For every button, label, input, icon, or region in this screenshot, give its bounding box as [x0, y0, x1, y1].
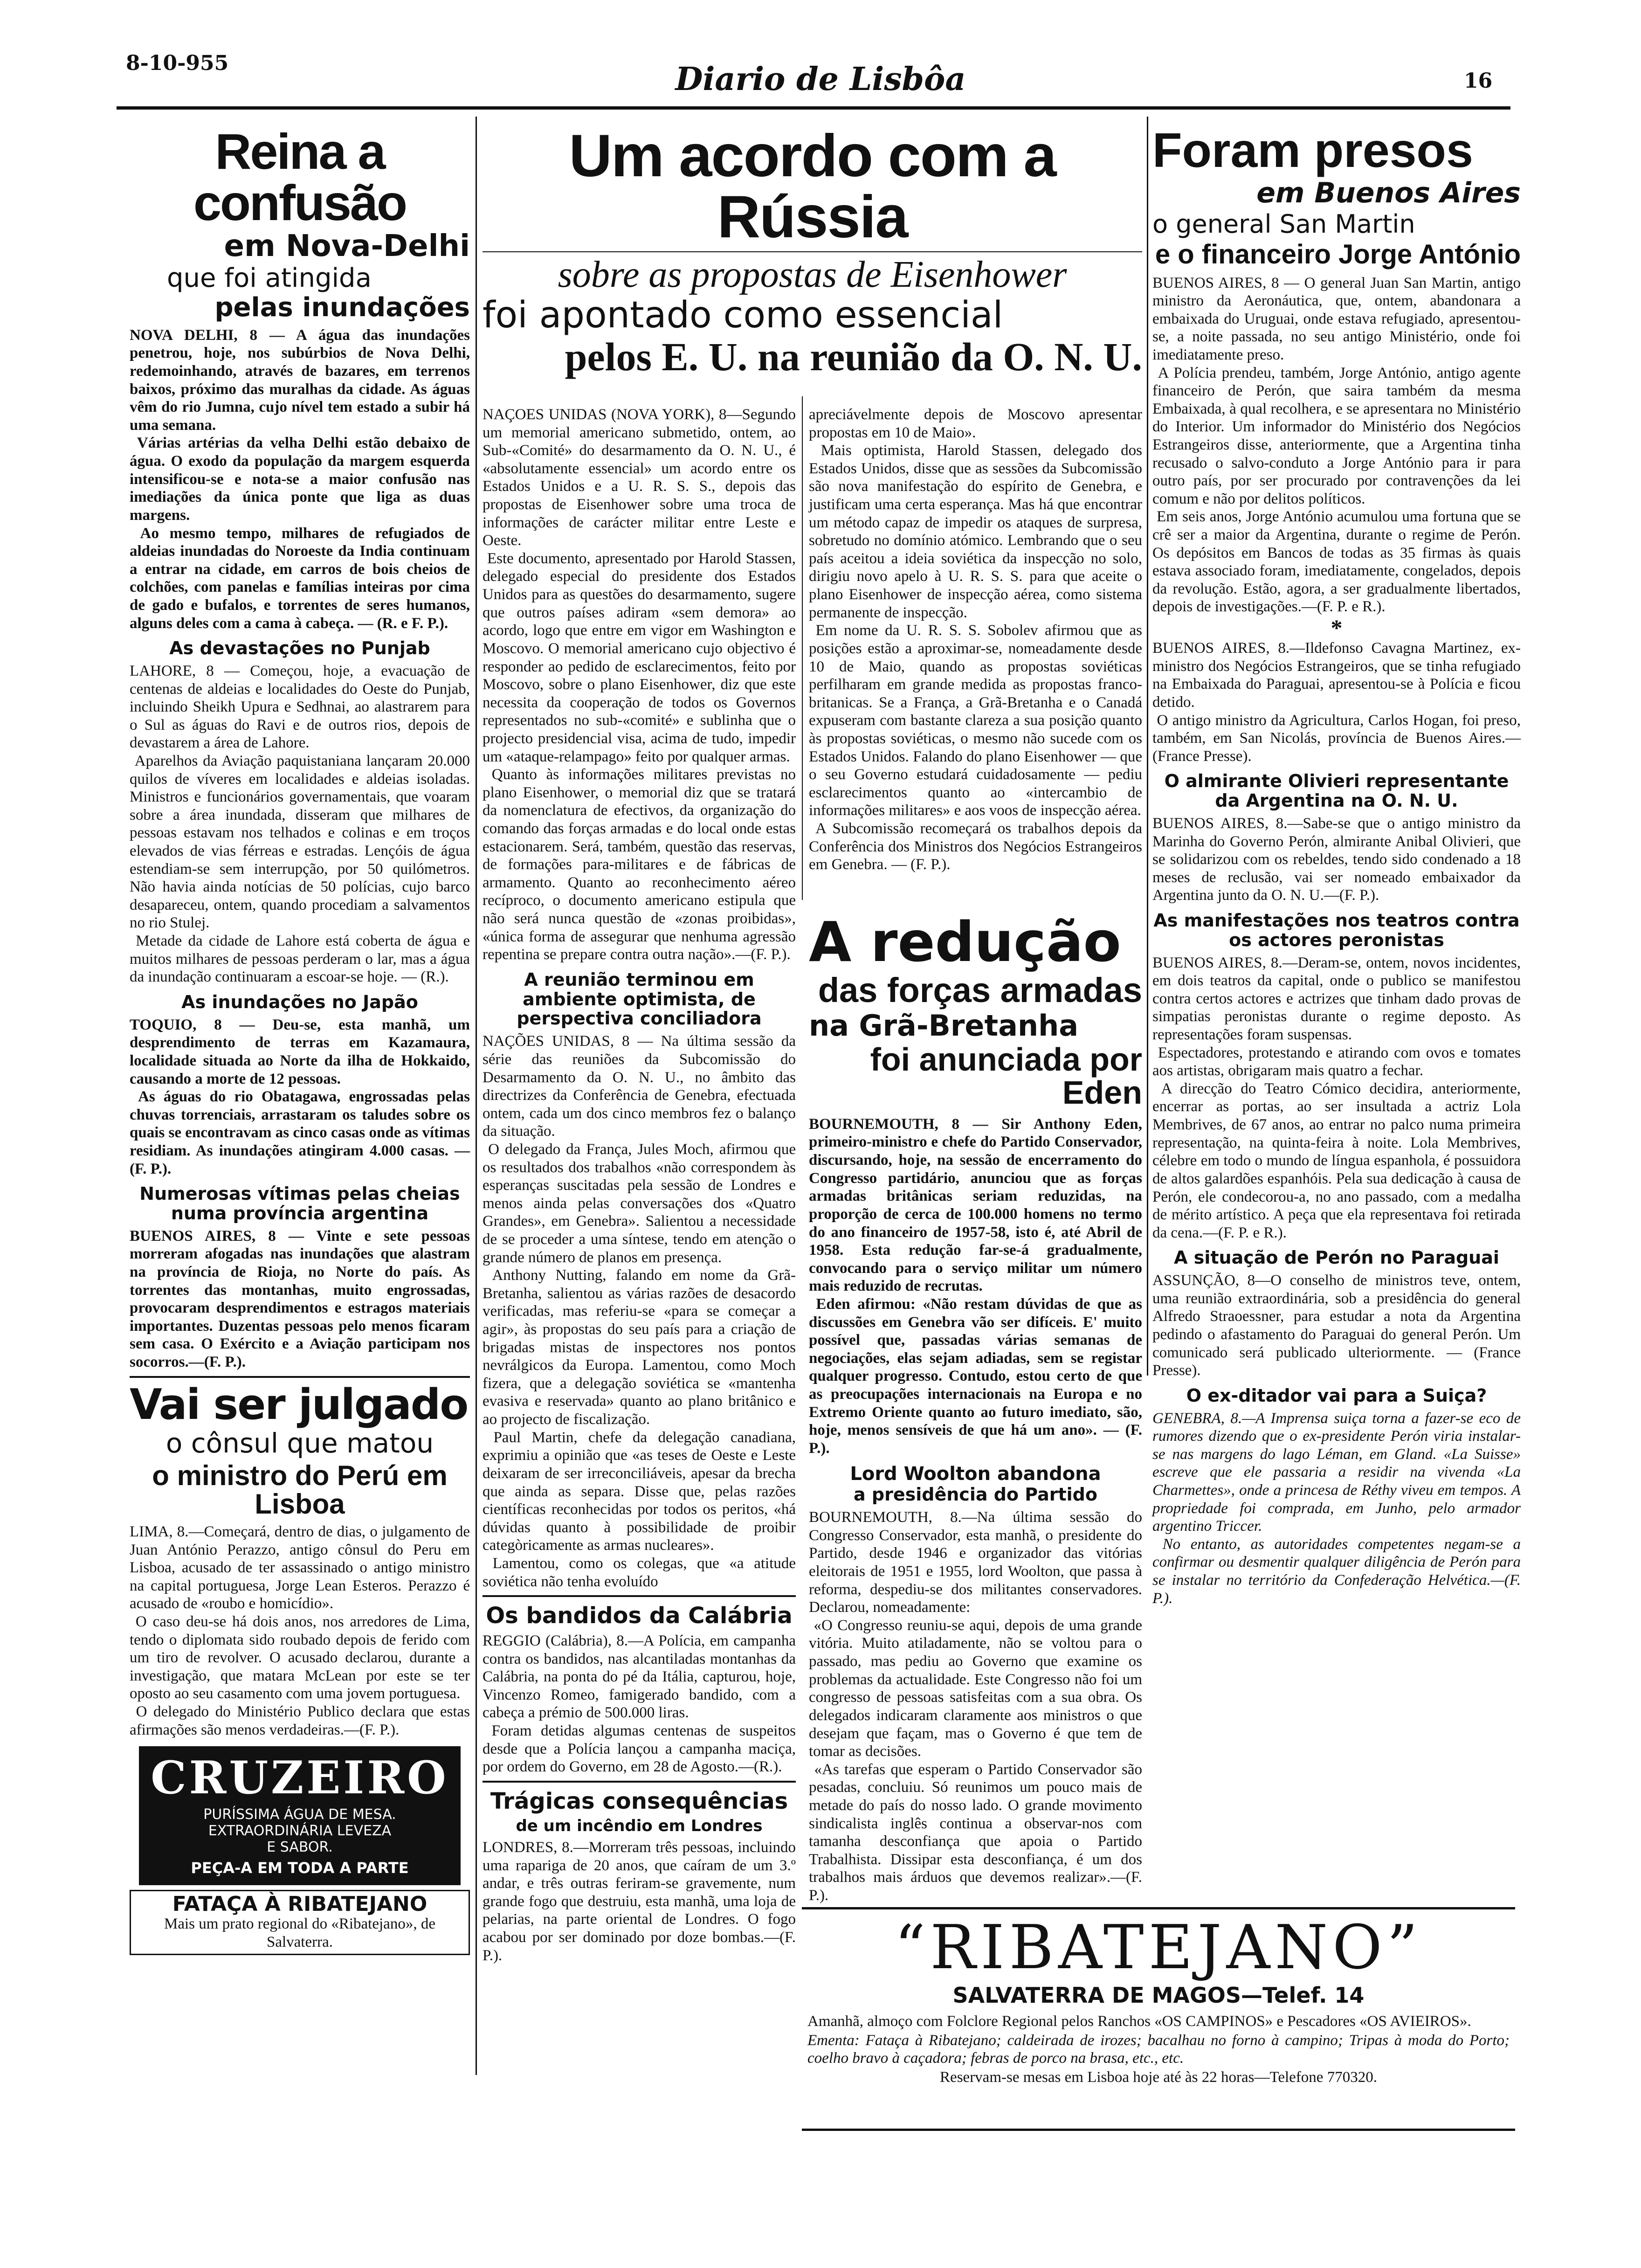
story-argentina-floods: [130, 1183, 474, 1371]
divider: [130, 1376, 470, 1378]
article-body: BUENOS AIRES, 8.—Sabe-se que o antigo ministro da Marinha do Governo Perón, almirante Anibal Olivieri, que se solidarizou com os rebeldes, tendo sido condenado a 18 meses de reclusão, vai ser nomeado embaixador da Argentina junto da O. N. U.—(F. P.).: [1152, 815, 1525, 904]
article-body: NAÇÕES UNIDAS, 8 — Na última sessão da série das reuniões da Subcomissão do Desarmamento da O. N. U., no âmbito das directrizes da Conferência de Genebra, efectuada ontem, cada um dos cinco membros fez o balanço da situação. O delegado da França, Jules Moch, afirmou que os resultados dos trabalhos «não correspondem às esperanças suscitadas pela sessão de Londres e menos ainda pelas conversações dos «Quatro Grandes», em Genebra». Salientou a necessidade de se proceder a uma síntese, tendo em atenção o grande número de planos em presença. Anthony Nutting, falando em nome da Grã-Bretanha, salientou as várias razões de desacordo verificadas, mas referiu-se «para se começar a agir», às propostas do seu país para a criação de brigadas mistas de inspectores nos pontos nevrálgicos da Europa. Lamentou, como Moch fizera, que a delegação soviética se «mantenha evasiva e reservada» quanto ao plano britânico e ao projecto de fiscalização. Paul Martin, chefe da delegação canadiana, exprimiu a opinião que «as teses de Oeste e Leste deixaram de ser irreconciliáveis, apesar da brecha que ainda as separa. Disse que, pelas razões científicas reconhecidas por todos os peritos, «há dúvidas quanto à possibilidade de proibir categòricamente as armas nucleares». Lamentou, como os colegas, que «a atitude soviética não tenha evoluído: [483, 1033, 796, 1590]
header-rule: [117, 106, 1510, 110]
headline: Foram presos: [1152, 124, 1473, 178]
article-body: GENEBRA, 8.—A Imprensa suiça torna a fazer-se eco de rumores dizendo que o ex-presidente Perón viria instalar-se nas margens do lago Léman, em Gland. «La Suisse» escreve que ele passaria a residir na vivenda «La Charmettes», onde a princesa de Réthy viveu em tempos. A propriedade foi comprada, em Junho, pelo armador argentino Triccer. No entanto, as autoridades competentes negam-se a confirmar ou desmentir qualquer diligência de Perón para se instalar no território da Confederação Helvética.—(F. P.).: [1152, 1410, 1521, 1607]
story-nova-delhi: [130, 123, 470, 632]
headline-sub: o general San Martin: [1152, 209, 1415, 239]
headline-sub: e o financeiro Jorge António: [1155, 239, 1521, 270]
story-reducao: [809, 910, 1142, 1904]
story-heading: Trágicas consequências: [490, 1788, 788, 1814]
column-rule-2: [1147, 117, 1148, 1376]
ad-line: Ementa: Fataça à Ribatejano; caldeirada de irozes; bacalhau no forno à campino; Tripas à moda do Porto; coelho bravo à caçadora; febras de porco na brasa, etc., etc.: [807, 2032, 1514, 2067]
page-number: 16: [1464, 69, 1493, 93]
article-body: NOVA DELHI, 8 — A água das inundações penetrou, hoje, nos subúrbios de Nova Delhi, redemoinhando, através de bazares, em terrenos baixos, próximo das muralhas da cidade. As águas vêm do rio Jumna, cujo nível tem estado a subir há uma semana. Várias artérias da velha Delhi estão debaixo de água. O exodo da população da margem esquerda intensificou-se e nota-se a maior confusão nas imediações da única ponte que liga as duas margens. Ao mesmo tempo, milhares de refugiados de aldeias inundadas do Noroeste da India continuam a entrar na cidade, em carros de bois cheios de colchões, com panelas e famílias inteiras por cima de gado e bufalos, e torrentes de seres humanos, alguns deles com a cama à cabeça. — (R. e F. P.).: [130, 326, 470, 632]
article-body: LIMA, 8.—Começará, dentro de dias, o julgamento de Juan António Perazzo, antigo cônsul do Peru em Lisboa, acusado de ter assassinado o antigo ministro na capital portuguesa, Jorge Lean Esteros. Perazzo é acusado de «roubo e homicídio». O caso deu-se há dois anos, nos arredores de Lima, tendo o diplomata sido roubado depois de ferido com um tiro de revolver. O acusado declarou, durante a investigação, que matara McLean por este se ter oposto ao seu casamento com uma jovem portuguesa. O delegado do Ministério Publico declara que estas afirmações são menos verdadeiras.—(F. P.).: [130, 1523, 470, 1738]
divider: [483, 1595, 796, 1597]
story-punjab: [130, 639, 470, 986]
story-heading: O almirante Olivieri representante da Argentina na O. N. U.: [1164, 771, 1509, 811]
story-heading: Numerosas vítimas pelas cheias numa província argentina: [139, 1183, 460, 1224]
story-subheading: a presidência do Partido: [854, 1484, 1097, 1505]
separator-star: *: [1331, 615, 1343, 641]
article-body: LONDRES, 8.—Morreram três pessoas, incluindo uma rapariga de 20 anos, que caíram de um 3.º andar, e três outras feriram-se gravemente, num grande fogo que destruiu, esta manhã, uma loja de pelarias, na parte oriental de Londres. O fogo acabou por ser dominado por doze bombas.—(F. P.).: [483, 1839, 800, 1964]
ad-line: PURÍSSIMA ÁGUA DE MESA.: [203, 1806, 396, 1823]
ad-subtitle: SALVATERRA DE MAGOS—Telef. 14: [952, 1983, 1365, 2008]
story-heading: Os bandidos da Calábria: [486, 1603, 793, 1629]
headline-sub: sobre as propostas de Eisenhower: [558, 254, 1067, 296]
article-body: apreciávelmente depois de Moscovo apresentar propostas em 10 de Maio». Mais optimista, Harold Stassen, delegado dos Estados Unidos, disse que as sessões da Subcomissão são nova manifestação do espírito de Genebra, e justificam uma certa esperança. Mas há que encontrar um método capaz de impedir os ataques de surpresa, sobretudo no domínio atómico. Lembrando que o seu país aceitou a ideia soviética da inspecção no solo, dirigiu novo apelo à U. R. S. S. para que aceite o plano Eisenhower de inspecção aérea, como sistema permanente de inspecção. Em nome da U. R. S. S. Sobolev afirmou que as posições estão a aproximar-se, nomeadamente desde 10 de Maio, quando as propostas soviéticas perfilharam em grande medida as propostas franco-britanicas. Se a França, a Grã-Bretanha e o Canadá expuseram com bastante clareza a sua posição quanto às propostas soviéticas, o mesmo não sucede com os Estados Unidos. Falando do plano Eisenhower — que o seu Governo estudará cuidadosamente — pediu esclarecimentos quanto ao «intercambio de informações militares» e aos voos de inspecção aérea. A Subcomissão recomeçará os trabalhos depois da Conferência dos Ministros dos Negócios Estrangeiros em Genebra. — (F. P.).: [809, 406, 1143, 873]
headline-sub: pelos E. U. na reunião da O. N. U.: [565, 334, 1142, 380]
ad-line: Reservam-se mesas em Lisboa hoje até às 22 horas—Telefone 770320.: [940, 2068, 1377, 2086]
story-heading: A reunião terminou em ambiente optimista, de perspectiva conciliadora: [517, 969, 762, 1029]
headline: Reina a confusão: [193, 123, 407, 231]
headline-sub: na Grã-Bretanha: [809, 1008, 1079, 1043]
article-body: BOURNEMOUTH, 8.—Na última sessão do Congresso Conservador, esta manhã, o presidente do Partido, desde 1946 e organizador das vitórias eleitorais de 1951 e 1955, lord Woolton, que passa à reforma, despediu-se dos militantes conservadores. Declarou, nomeadamente: «O Congresso reuniu-se aqui, depois de uma grande vitória. Muito atiladamente, não se voltou para o passado, mas pediu ao Governo que examine os problemas da actualidade. Este Congresso não foi um congresso de pessoas satisfeitas com a sua obra. Os delegados indicaram claramente aos ministros o que desejam que façam, mas o Governo é que tem de tomar as decisões. «As tarefas que esperam o Partido Conservador são pesadas, concluiu. Só reunimos um pouco mais de metade do país do nosso lado. O grande movimento sindicalista inglês continua a observar-nos com tamanha desconfiança que apoia o Partido Trabalhista. Dissipar esta desconfiança, é um dos trabalhos mais árduos que devemos realizar».—(F. P.).: [809, 1509, 1142, 1904]
ad-ribatejano: [802, 1907, 1515, 2131]
ad-line: Amanhã, almoço com Folclore Regional pelos Ranchos «OS CAMPINOS» e Pescadores «OS AVIEIROS».: [807, 2013, 1471, 2030]
article-body: REGGIO (Calábria), 8.—A Polícia, em campanha contra os bandidos, nas alcantiladas montanhas da Calábria, na ponta do pé da Itália, capturou, hoje, Vincenzo Romeo, famigerado bandido, com a cabeça a prémio de 500.000 liras. Foram detidas algumas centenas de suspeitos desde que a Polícia lançou a campanha maciça, por ordem do Governo, em 28 de Agosto.—(R.).: [483, 1632, 796, 1776]
issue-date: 8-10-955: [126, 51, 229, 75]
story-heading: As inundações no Japão: [181, 991, 418, 1012]
ad-title: CRUZEIRO: [151, 1751, 449, 1805]
headline-sub: das forças armadas: [818, 971, 1142, 1010]
article-col-b: [809, 406, 1142, 900]
ad-line: E SABOR.: [267, 1839, 333, 1856]
article-body: BUENOS AIRES, 8 — O general Juan San Martin, antigo ministro da Aeronáutica, que, ontem, abandonara a embaixada do Uruguai, onde estava refugiado, apresentou-se, a noite passada, no seu antigo Ministério, onde foi imediatamente preso. A Polícia prendeu, também, Jorge António, antigo agente financeiro de Perón, que saira também da mesma Embaixada, à qual recolhera, e se apresentara no Ministério do Interior. Um informador do Ministério dos Negócios Estrangeiros disse, anteriormente, que a Argentina tinha recusado o salvo-conduto a Jorge António para ir para outro país, por ser procurado por contravenções da lei comum e não por delitos políticos. Em seis anos, Jorge António acumulou uma fortuna que se crê ser a maior da Argentina, durante o regime de Perón. Os depósitos em Bancos de todas as 35 firmas às quais estava associado foram, imediatamente, congelados, depois da revolução. Estão, agora, a ser gradualmente libertados, depois de investigações.—(F. P. e R.).: [1152, 274, 1521, 615]
box-fataca: [130, 1890, 470, 1955]
article-body: LAHORE, 8 — Começou, hoje, a evacuação de centenas de aldeias e localidades do Oeste do Punjab, incluindo Sheikh Upura e Sedhnai, ao alastrarem para o Sul as águas do Ravi e de outros rios, depois de devastarem a área de Lahore. Aparelhos da Aviação paquistaniana lançaram 20.000 quilos de víveres em localidades e aldeias isoladas. Ministros e funcionários governamentais, que voaram sobre a área inundada, disseram que milhares de pessoas estavam nos telhados e colinas e em troços elevados de vias férreas e estradas. Lençóis de água estendiam-se sem interrupção, por 50 quilómetros. Não havia ainda notícias de 50 polícias, cujo barco desapareceu, ontem, quando procediam a salvamentos no rio Stulej. Metade da cidade de Lahore está coberta de água e muitos milhares de pessoas perderam o lar, mas a água da inundação continuaram a escoar-se hoje. — (R.).: [130, 662, 470, 986]
divider: [483, 1781, 796, 1783]
headline: A redução: [809, 910, 1121, 974]
article-body: TOQUIO, 8 — Deu-se, esta manhã, um desprendimento de terras em Kazamaura, localidade situada ao Norte da ilha de Hokkaido, causando a morte de 12 pessoas. As águas do rio Obatagawa, engrossadas pelas chuvas torrenciais, arrastaram os taludes sobre os quais se encontravam as cinco casas onde as vítimas residiam. As inundações atingiram 4.000 casas. — (F. P.).: [130, 1016, 470, 1177]
article-body: BUENOS AIRES, 8.—Ildefonso Cavagna Martinez, ex-ministro dos Negócios Estrangeiros, que se tinha refugiado na Embaixada do Paraguai, apresentou-se à Polícia e ficou detido. O antigo ministro da Agricultura, Carlos Hogan, foi preso, também, em San Nicolás, província de Buenos Aires.—(France Presse).: [1152, 640, 1521, 765]
headline-sub: o cônsul que matou: [165, 1427, 434, 1459]
ad-title: “RIBATEJANO”: [894, 1912, 1423, 1983]
article-body: ASSUNÇÃO, 8—O conselho de ministros teve, ontem, uma reunião extraordinária, sob a presidência do general Alfredo Straoessner, para estudar a nota da Argentina pedindo o afastamento do Paraguai do general Perón. Um comunicado será publicado ulteriormente. — (France Presse).: [1152, 1272, 1525, 1379]
article-col-a: [483, 406, 800, 2159]
headline-sub: em Buenos Aires: [1256, 177, 1521, 210]
ad-line: PEÇA-A EM TODA A PARTE: [191, 1859, 409, 1877]
story-heading: A situação de Perón no Paraguai: [1174, 1247, 1499, 1268]
box-body: Mais um prato regional do «Ribatejano», de Salvaterra.: [164, 1915, 440, 1950]
headline-sub: o ministro do Perú em Lisboa: [152, 1459, 448, 1520]
story-consul: [130, 1380, 470, 1739]
divider: [483, 251, 1142, 252]
story-subheading: de um incêndio em Londres: [516, 1816, 763, 1835]
column-left: [130, 123, 474, 2150]
article-body: BOURNEMOUTH, 8 — Sir Anthony Eden, primeiro-ministro e chefe do Partido Conservador, discursando, hoje, na sessão de encerramento do Congresso partidário, anunciou que as forças armadas britânicas seriam reduzidas, na proporção de cerca de 100.000 homens no termo do ano financeiro de 1957-58, isto é, até Abril de 1958. Esta redução far-se-á gradualmente, convocando para o serviço militar um número mais reduzido de recrutas. Eden afirmou: «Não restam dúvidas de que as discussões em Genebra vão ser difíceis. E' muito possível que, passadas várias semanas de negociações, elas sejam adiadas, sem se registar qualquer progresso. Contudo, estou certo de que as preocupações internacionais na Europa e no Extremo Oriente quanto ao futuro imediato, são, hoje, menos sensíveis de que há um ano». — (F. P.).: [809, 1115, 1142, 1457]
story-heading: Lord Woolton abandona: [850, 1463, 1101, 1485]
article-body: BUENOS AIRES, 8.—Deram-se, ontem, novos incidentes, em dois teatros da capital, onde o publico se manifestou contra certos actores e actrizes que tinham dado provas de simpatias peronistas durante o regime deposto. As representações foram suspensas. Espectadores, protestando e atirando com ovos e tomates aos artistas, obrigaram mais quatro a fechar. A direcção do Teatro Cómico decidira, anteriormente, encerrar as portas, ao ser insultada a actriz Lola Membrives, de 67 anos, ao entrar no palco numa primeira representação, na quinta-feira à noite. Lola Membrives, célebre em todo o mundo de língua espanhola, é possuidora de altos galardões espanhóis. Pela sua dedicação à causa de Perón, ele condecorou-a, no ano passado, com a medalha de mérito artístico. A peça que ela representava foi retirada da cena.—(F. P. e R.).: [1152, 954, 1521, 1241]
story-heading: O ex-ditador vai para a Suiça?: [1186, 1385, 1487, 1406]
column-rule-1: [476, 117, 477, 2075]
box-title: FATAÇA À RIBATEJANO: [172, 1892, 427, 1916]
headline-sub: foi apontado como essencial: [483, 294, 1003, 336]
column-right: [1152, 124, 1525, 1786]
article-body: BUENOS AIRES, 8 — Vinte e sete pessoas morreram afogadas nas inundações que alastram na província de Rioja, no Norte do país. As torrentes das montanhas, muito engrossadas, provocaram desprendimentos e estragos materiais importantes. Duzentas pessoas pelo menos ficaram sem casa. O Exército e a Aviação participam nos socorros.—(F. P.).: [130, 1227, 474, 1371]
ad-line: EXTRAORDINÁRIA LEVEZA: [208, 1823, 392, 1839]
headline-sub: foi anunciada por Eden: [870, 1041, 1142, 1111]
ad-cruzeiro: [139, 1746, 461, 1885]
story-japao: [130, 993, 470, 1178]
headline: Um acordo com a Rússia: [569, 123, 1056, 250]
article-body: NAÇOES UNIDAS (NOVA YORK), 8—Segundo um memorial americano submetido, ontem, ao Sub-«Comité» do desarmamento da O. N. U., é «absolutamente essencial» um acordo entre os Estados Unidos e a U. R. S. S., depois das propostas de Eisenhower sobre uma troca de informações de carácter militar entre Leste e Oeste. Este documento, apresentado por Harold Stassen, delegado especial do presidente dos Estados Unidos para as questões do desarmamento, sugere que outros países adiram «sem demora» ao acordo, logo que entre em vigor em Washington e Moscovo. O memorial americano cujo objectivo é responder ao pedido de esclarecimentos, feito por Moscovo, sobre o plano Eisenhower, diz que este necessita da cooperação de todos os Governos representados no sub-«comité» e sublinha que o projecto presidencial visa, acima de tudo, impedir um «ataque-relampago» feito por qualquer armas. Quanto às informações militares previstas no plano Eisenhower, o memorial diz que se tratará da nomenclatura de efectivos, da organização do comando das forças armadas e do local onde estas estacionarem. Será, também, questão das reservas, de formações para-militares e de fábricas de armamento. Quanto ao reconhecimento aéreo recíproco, o documento americano estipula que não será nunca questão de «zonas proibidas», «única forma de assegurar que nenhuma agressão repentina se prepare contra outra nação».—(F. P.).: [483, 406, 796, 963]
headline-sub: em Nova-Delhi: [224, 229, 470, 264]
masthead: Diario de Lisbôa: [675, 61, 966, 98]
headline-sub: pelas inundações: [214, 292, 470, 323]
story-heading: As manifestações nos teatros contra os actores peronistas: [1153, 910, 1520, 950]
story-heading: As devastações no Punjab: [169, 638, 430, 659]
headline-sub: que foi atingida: [167, 263, 372, 293]
headline: Vai ser julgado: [130, 1380, 468, 1429]
